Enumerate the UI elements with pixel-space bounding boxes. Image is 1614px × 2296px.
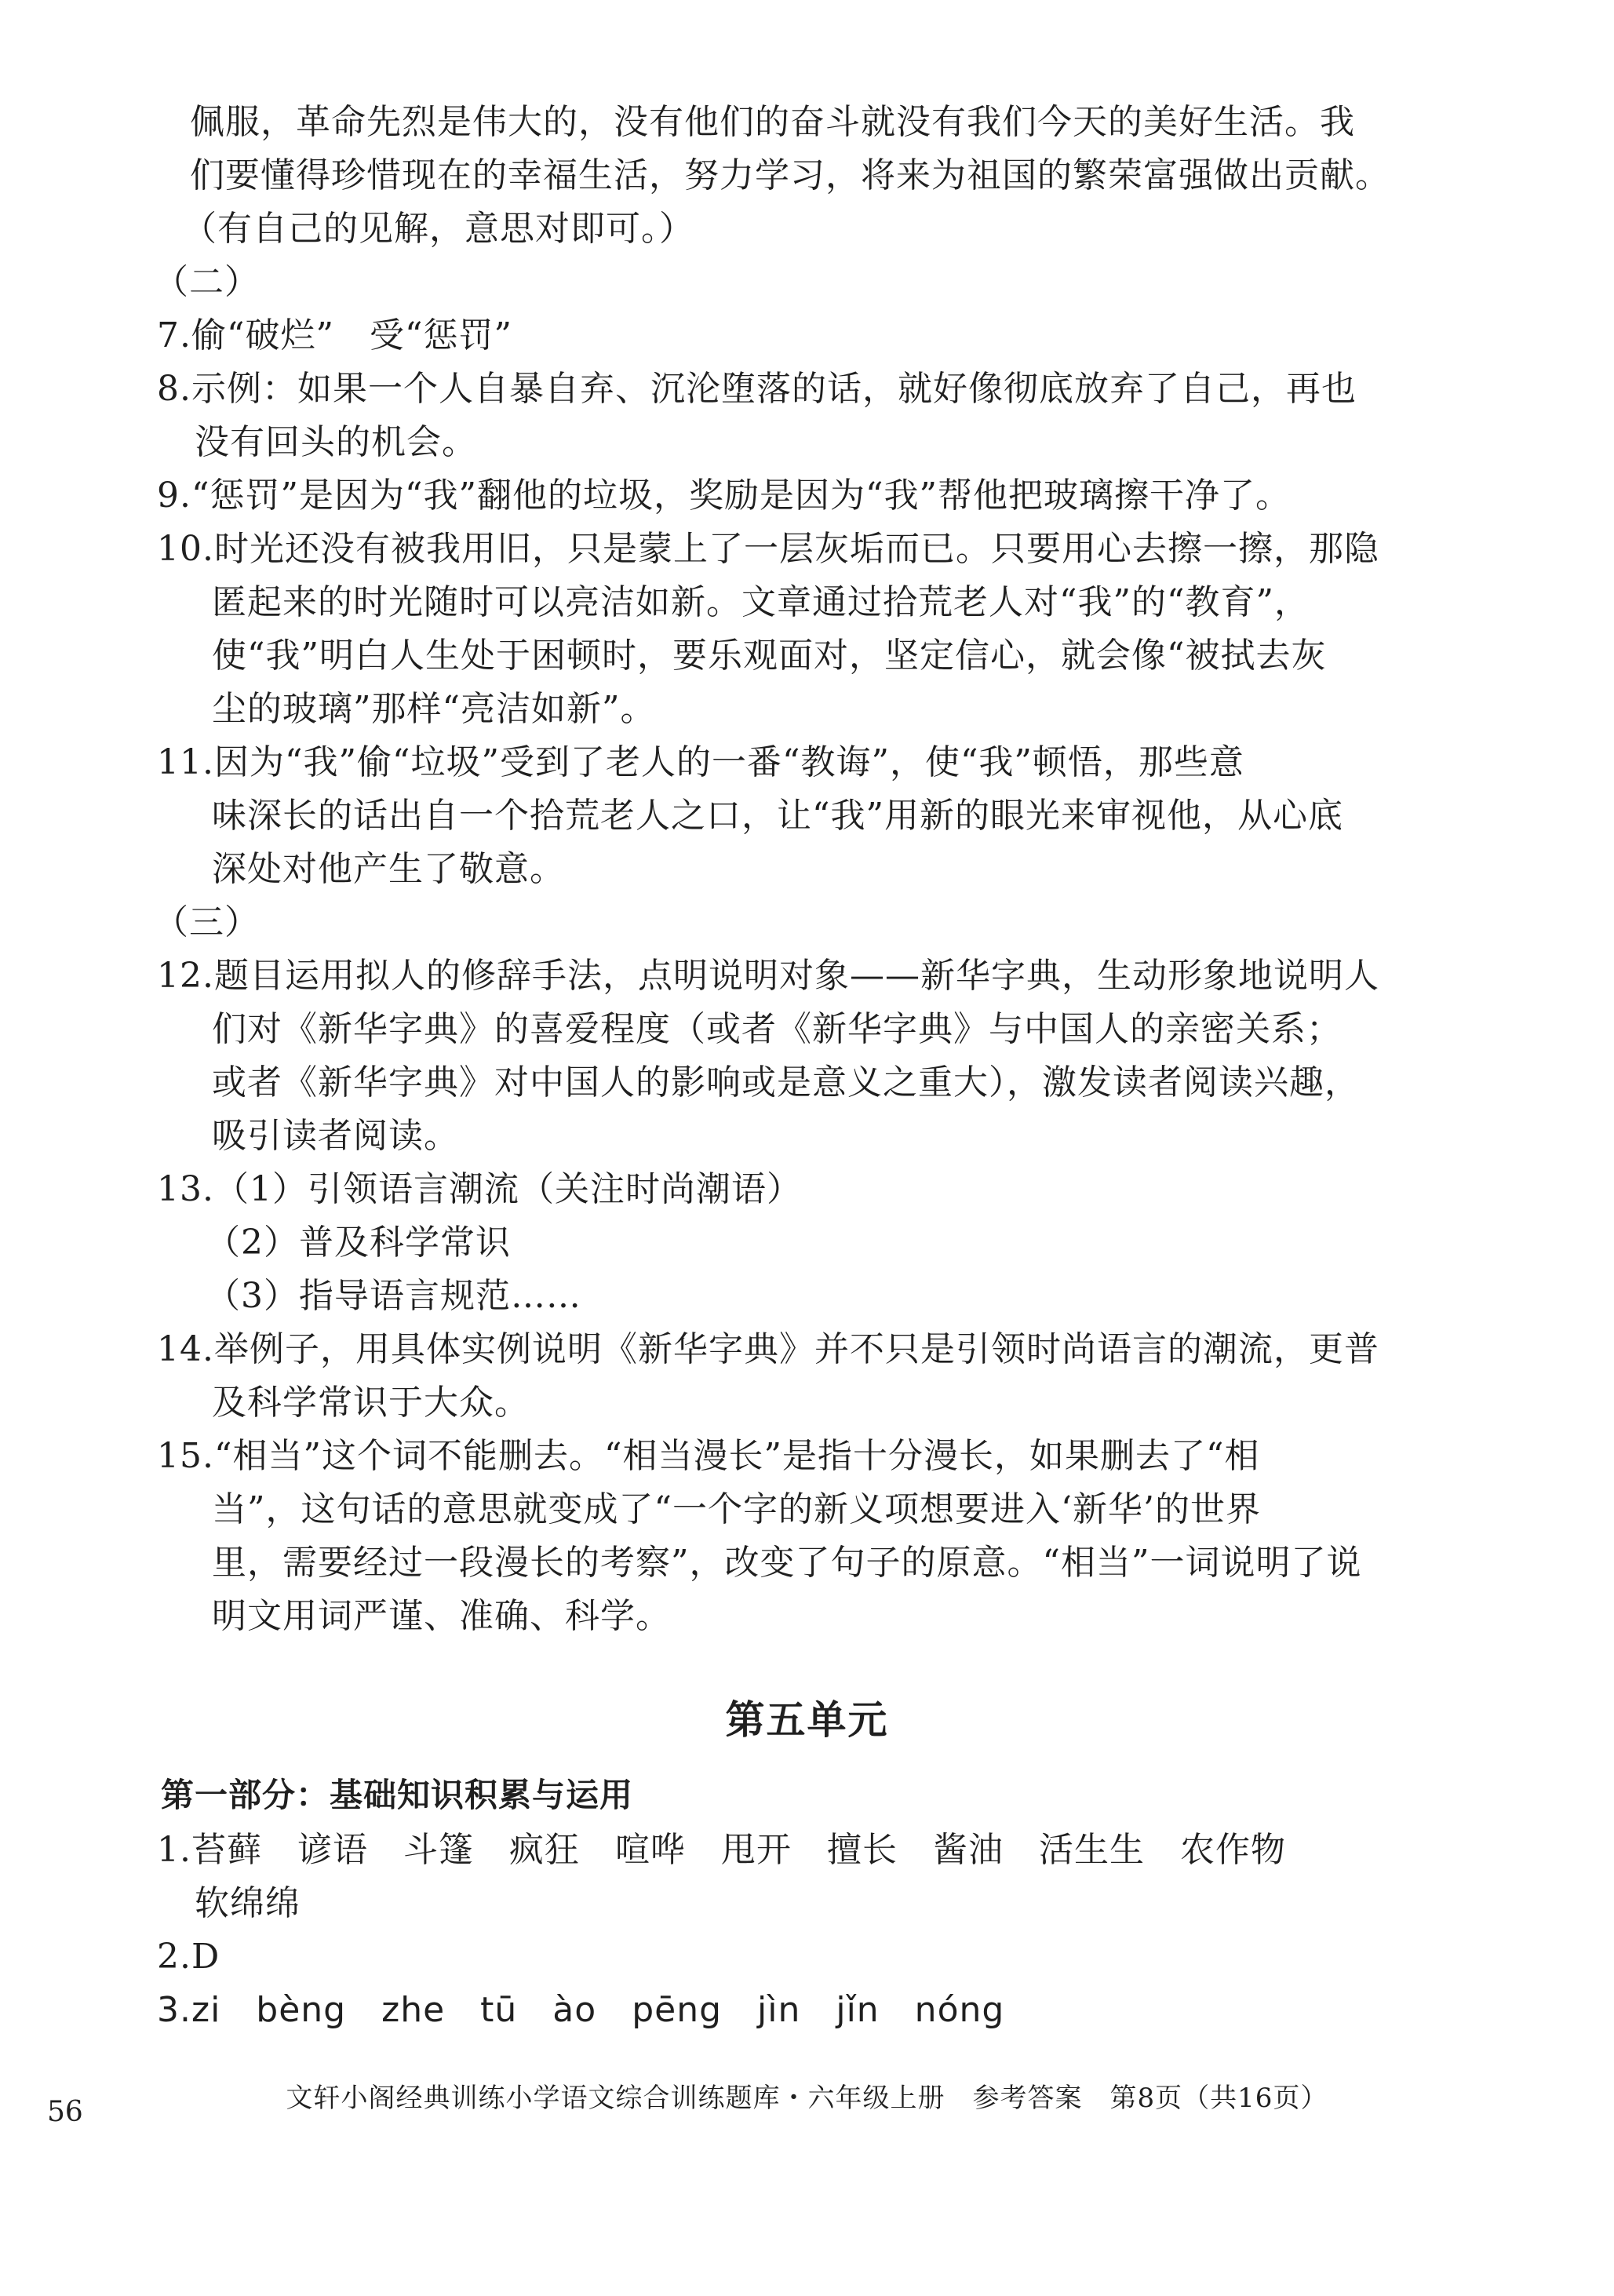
page-footer: 文轩小阁经典训练小学语文综合训练题库・六年级上册 参考答案 第8页（共16页）: [286, 2083, 1328, 2114]
answer-line: （2）普及科学常识: [206, 1223, 511, 1263]
answer-line: 吸引读者阅读。: [212, 1116, 459, 1156]
answer-line: 们对《新华字典》的喜爱程度（或者《新华字典》与中国人的亲密关系；: [212, 1009, 1342, 1049]
unit-title: 第五单元: [725, 1696, 889, 1743]
answer-line: 8.示例：如果一个人自暴自弃、沉沦堕落的话，就好像彻底放弃了自己，再也: [157, 369, 1357, 409]
answer-line: 11.因为“我”偷“垃圾”受到了老人的一番“教诲”，使“我”顿悟，那些意: [157, 742, 1244, 782]
text-line: （有自己的见解，意思对即可。）: [182, 209, 694, 249]
answer-line: 12.题目运用拟人的修辞手法，点明说明对象——新华字典，生动形象地说明人: [157, 956, 1379, 996]
answer-line: 13.（1）引领语言潮流（关注时尚潮语）: [157, 1169, 802, 1209]
answer-line: （3）指导语言规范……: [206, 1276, 581, 1316]
part-title: 第一部分：基础知识积累与运用: [161, 1776, 634, 1814]
text-line: 们要懂得珍惜现在的幸福生活，努力学习，将来为祖国的繁荣富强做出贡献。: [190, 155, 1390, 195]
answer-line: 使“我”明白人生处于困顿时，要乐观面对，坚定信心，就会像“被拭去灰: [212, 636, 1327, 676]
section-label: （二）: [154, 262, 260, 302]
answer-line: 7.偷“破烂” 受“惩罚”: [157, 315, 512, 355]
answer-line: 或者《新华字典》对中国人的影响或是意义之重大），激发读者阅读兴趣，: [212, 1062, 1360, 1102]
section-label: （三）: [154, 902, 260, 942]
answer-line: 明文用词严谨、准确、科学。: [212, 1596, 671, 1636]
answer-line: 里，需要经过一段漫长的考察”，改变了句子的原意。“相当”一词说明了说: [212, 1543, 1362, 1583]
answer-line: 软绵绵: [195, 1883, 301, 1923]
answer-line: 1.苔藓 谚语 斗篷 疯狂 喧哗 甩开 擅长 酱油 活生生 农作物: [157, 1830, 1286, 1870]
answer-line: 及科学常识于大众。: [212, 1383, 530, 1423]
answer-line: 当”，这句话的意思就变成了“一个字的新义项想要进入‘新华’的世界: [212, 1489, 1261, 1529]
answer-line: 14.举例子，用具体实例说明《新华字典》并不只是引领时尚语言的潮流，更普: [157, 1329, 1379, 1369]
answer-line: 15.“相当”这个词不能删去。“相当漫长”是指十分漫长，如果删去了“相: [157, 1436, 1260, 1476]
answer-line: 尘的玻璃”那样“亮洁如新”。: [212, 689, 656, 729]
answer-line: 匿起来的时光随时可以亮洁如新。文章通过拾荒老人对“我”的“教育”，: [212, 582, 1310, 622]
answer-line: 没有回头的机会。: [195, 422, 477, 462]
answer-line: 10.时光还没有被我用旧，只是蒙上了一层灰垢而已。只要用心去擦一擦，那隐: [157, 529, 1379, 569]
text-line: 佩服，革命先烈是伟大的，没有他们的奋斗就没有我们今天的美好生活。我: [190, 102, 1355, 142]
pinyin-answer-line: 3.zi bèng zhe tū ào pēng jìn jǐn nóng: [157, 1990, 1005, 2030]
answer-line: 2.D: [157, 1937, 220, 1977]
answer-line: 味深长的话出自一个拾荒老人之口，让“我”用新的眼光来审视他，从心底: [212, 796, 1343, 836]
answer-line: 深处对他产生了敬意。: [212, 849, 565, 889]
page-number: 56: [47, 2096, 83, 2128]
answer-line: 9.“惩罚”是因为“我”翻他的垃圾，奖励是因为“我”帮他把玻璃擦干净了。: [157, 476, 1291, 516]
